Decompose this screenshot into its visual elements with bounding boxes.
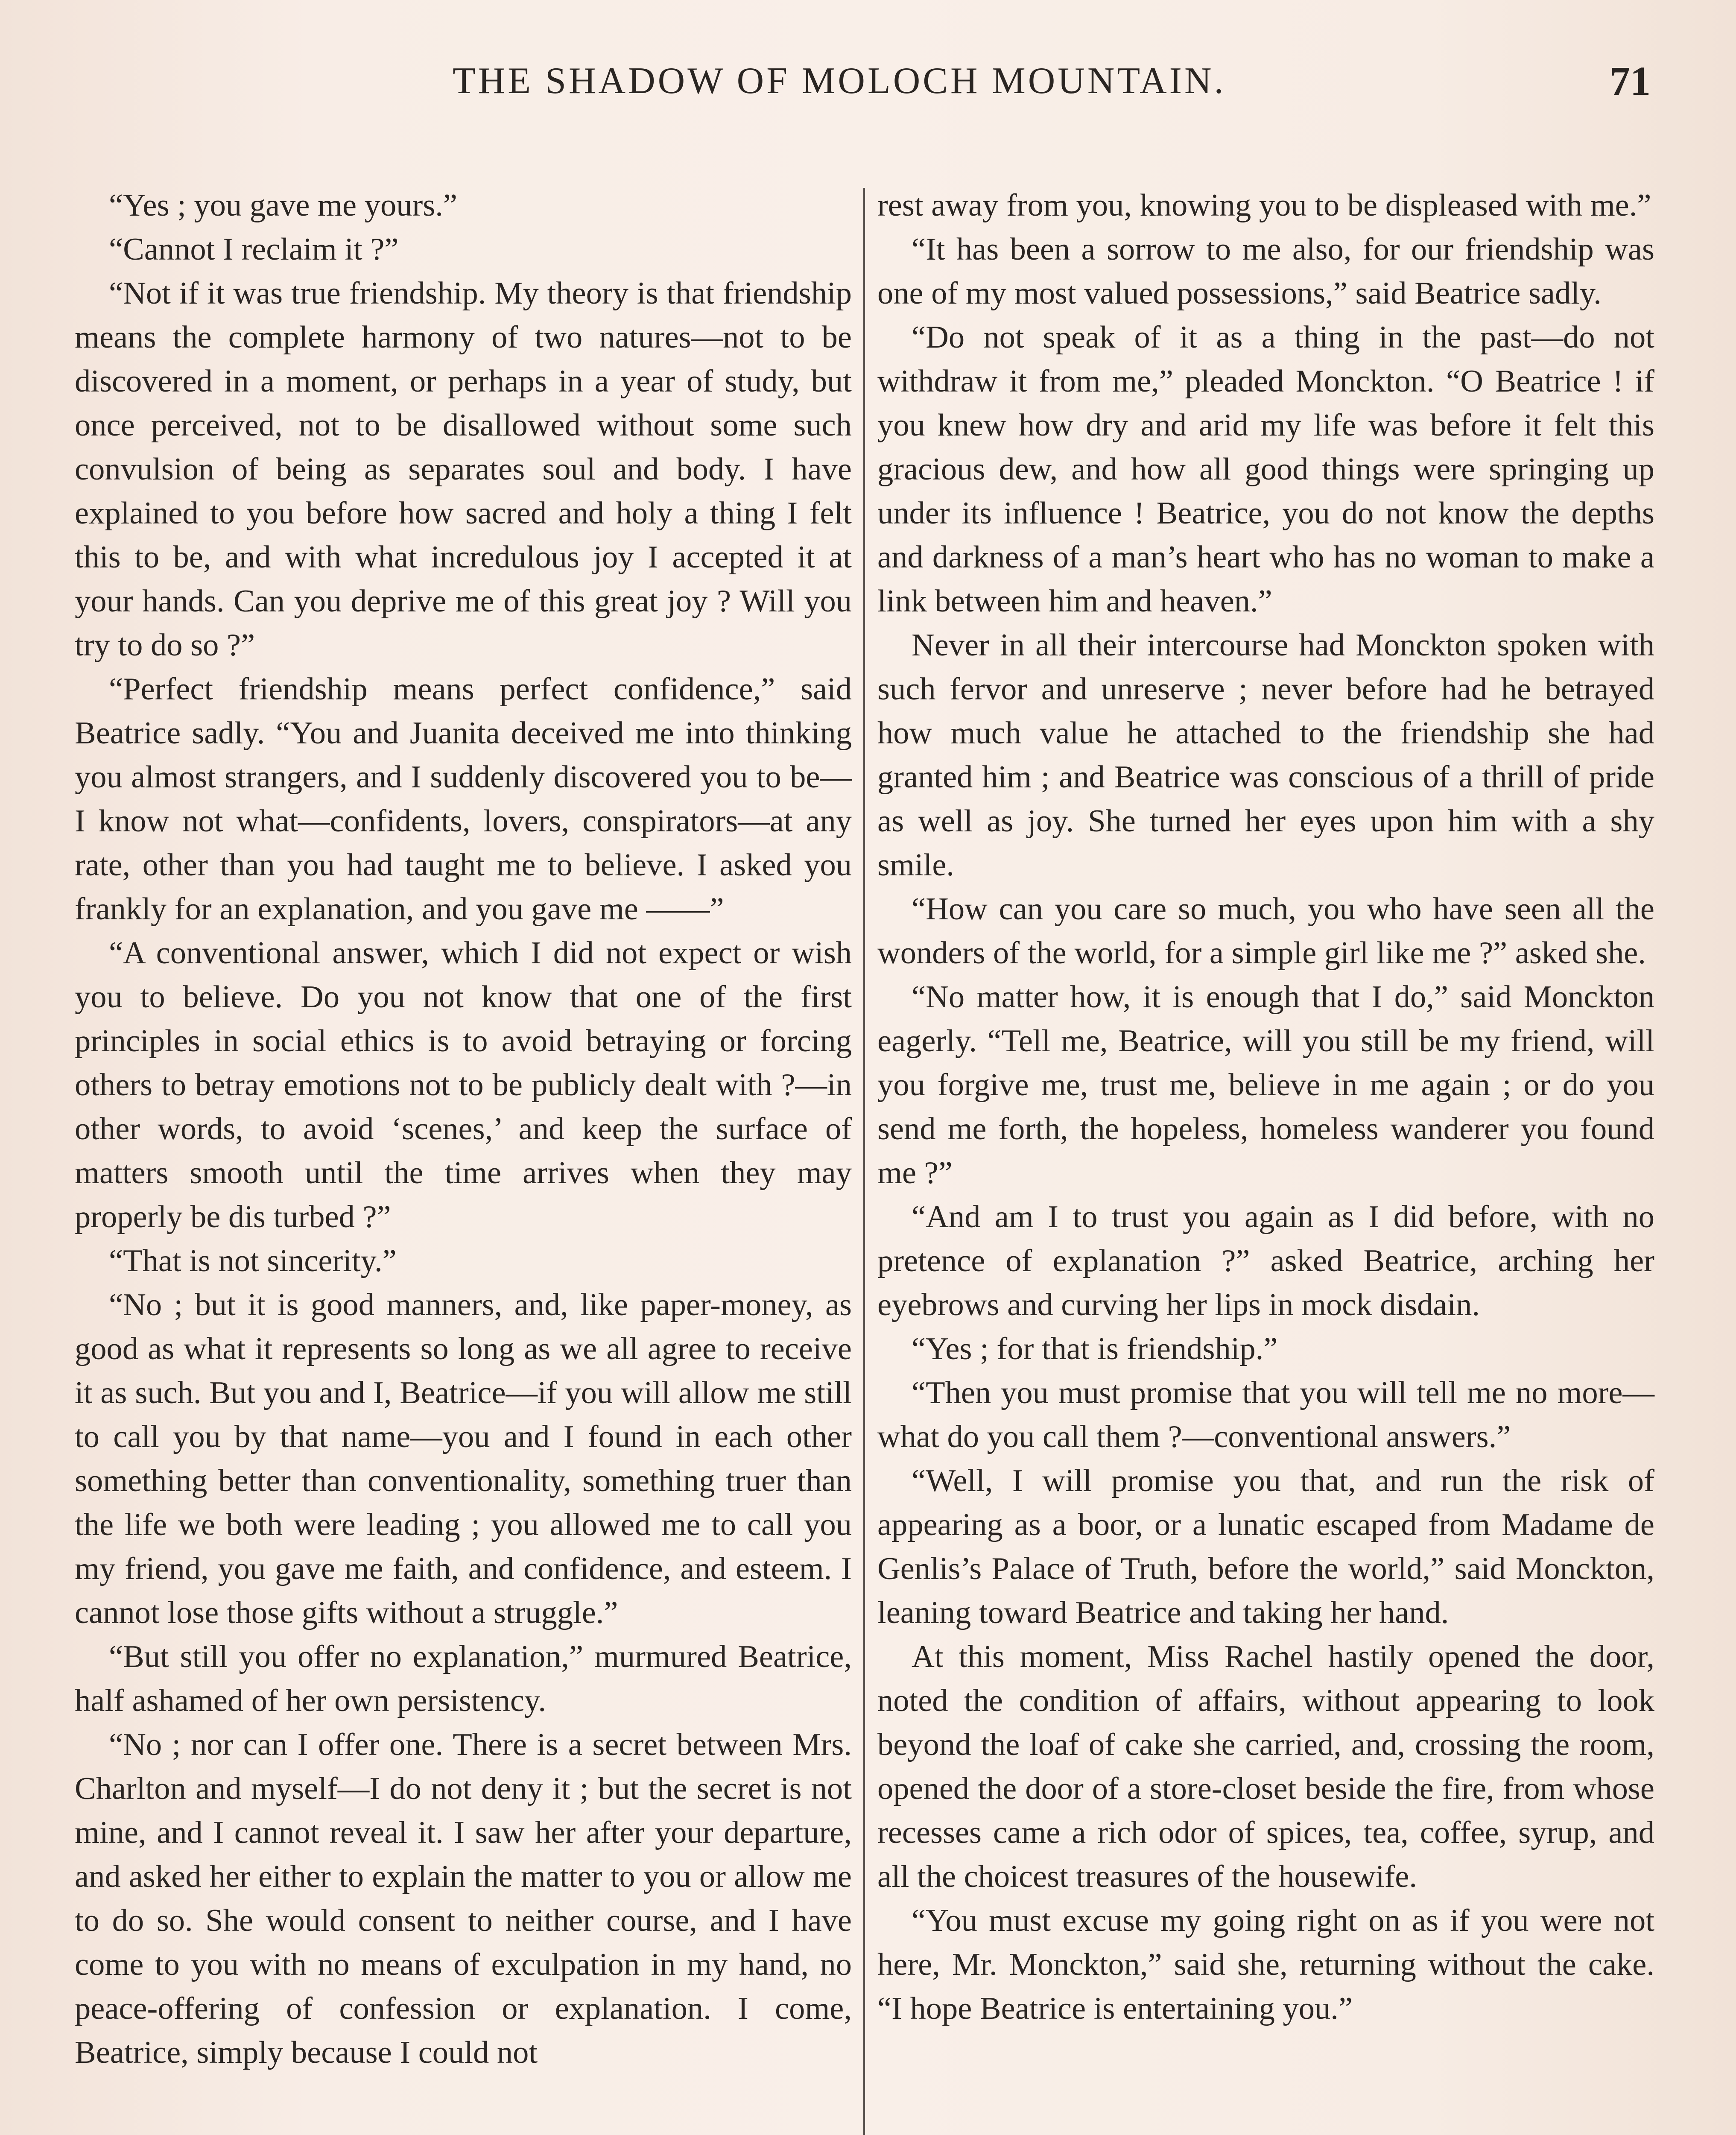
paragraph: “Well, I will promise you that, and run the risk of appearing as a boor, or a lunatic escaped from Madame de Genlis’s Palace of Truth, before the world,” said Monckton, leaning toward Beatrice and taking her hand.	[877, 1463, 1654, 1630]
paragraph: Never in all their intercourse had Monckton spoken with such fervor and unreserve ; never before had he betrayed how much value he attached to the friendship she had granted him ; and Beatrice was conscious of a thrill of pride as well as joy. She turned her eyes upon him with a shy smile.	[877, 628, 1654, 883]
paragraph: “But still you offer no explanation,” murmured Beatrice, half ashamed of her own persistency.	[75, 1639, 852, 1718]
paragraph: “No ; nor can I offer one. There is a secret between Mrs. Charlton and myself—I do not deny it ; but the secret is not mine, and I cannot reveal it. I saw her after your departure, and asked her either to explain the matter to you or allow me to do so. She would consent to neither course, and I have come to you with no means of exculpation in my hand, no peace-offering of confession or explanation. I come, Beatrice, simply because I could not	[75, 1727, 852, 2070]
paragraph: “Perfect friendship means perfect confidence,” said Beatrice sadly. “You and Juanita deceived me into thinking you almost strangers, and I suddenly discovered you to be—I know not what—confidents, lovers, conspirators—at any rate, other than you had taught me to believe. I asked you frankly for an explanation, and you gave me ——”	[75, 672, 852, 927]
paragraph: “Cannot I reclaim it ?”	[109, 232, 399, 267]
paragraph: “How can you care so much, you who have seen all the wonders of the world, for a simple girl like me ?” asked she.	[877, 892, 1654, 971]
paragraph: At this moment, Miss Rachel hastily opened the door, noted the condition of affairs, without appearing to look beyond the loaf of cake she carried, and, crossing the room, opened the door of a store-closet beside the fire, from whose recesses came a rich odor of spices, tea, coffee, syrup, and all the choicest treasures of the housewife.	[877, 1639, 1654, 1894]
paragraph: “And am I to trust you again as I did before, with no pretence of explanation ?” asked Beatrice, arching her eyebrows and curving her lips in mock disdain.	[877, 1199, 1654, 1322]
paragraph: “That is not sincerity.”	[109, 1243, 397, 1278]
paragraph: “Yes ; you gave me yours.”	[109, 188, 457, 223]
paragraph: “Do not speak of it as a thing in the past—do not withdraw it from me,” pleaded Monckton. “O Beatrice ! if you knew how dry and arid my life was before it felt this gracious dew, and how all good things were springing up under its influence ! Beatrice, you do not know the depths and darkness of a man’s heart who has no woman to make a link between him and heaven.”	[877, 320, 1654, 619]
column-divider	[863, 188, 865, 2135]
paragraph: “No ; but it is good manners, and, like paper-money, as good as what it represents so long as we all agree to receive it as such. But you and I, Beatrice—if you will allow me still to call you by that name—you and I found in each other something better than conventionality, something truer than the life we both were leading ; you allowed me to call you my friend, you gave me faith, and confidence, and esteem. I cannot lose those gifts without a struggle.”	[75, 1287, 852, 1630]
paragraph: “It has been a sorrow to me also, for our friendship was one of my most valued possessions,” said Beatrice sadly.	[877, 232, 1654, 311]
running-title: THE SHADOW OF MOLOCH MOUNTAIN.	[453, 60, 1226, 102]
paragraph-continued: rest away from you, knowing you to be displeased with me.”	[877, 188, 1651, 223]
running-head	[0, 56, 1736, 107]
paragraph: “Yes ; for that is friendship.”	[912, 1331, 1278, 1366]
page-number: 71	[1610, 58, 1651, 104]
left-column	[75, 184, 852, 2075]
right-column	[877, 184, 1654, 2031]
paragraph: “You must excuse my going right on as if you were not here, Mr. Monckton,” said she, returning without the cake. “I hope Beatrice is entertaining you.”	[877, 1903, 1654, 2026]
paragraph: “Then you must promise that you will tell me no more—what do you call them ?—conventional answers.”	[877, 1375, 1654, 1454]
paragraph: “No matter how, it is enough that I do,” said Monckton eagerly. “Tell me, Beatrice, will you still be my friend, will you forgive me, trust me, believe in me again ; or do you send me forth, the hopeless, homeless wanderer you found me ?”	[877, 980, 1654, 1190]
paragraph: “A conventional answer, which I did not expect or wish you to believe. Do you not know that one of the first principles in social ethics is to avoid betraying or forcing others to betray emotions not to be publicly dealt with ?—in other words, to avoid ‘scenes,’ and keep the surface of matters smooth until the time arrives when they may properly be dis turbed ?”	[75, 936, 852, 1234]
paragraph: “Not if it was true friendship. My theory is that friendship means the complete harmony of two natures—not to be discovered in a moment, or perhaps in a year of study, but once perceived, not to be disallowed without some such convulsion of being as separates soul and body. I have explained to you before how sacred and holy a thing I felt this to be, and with what incredulous joy I accepted it at your hands. Can you deprive me of this great joy ? Will you try to do so ?”	[75, 276, 852, 663]
